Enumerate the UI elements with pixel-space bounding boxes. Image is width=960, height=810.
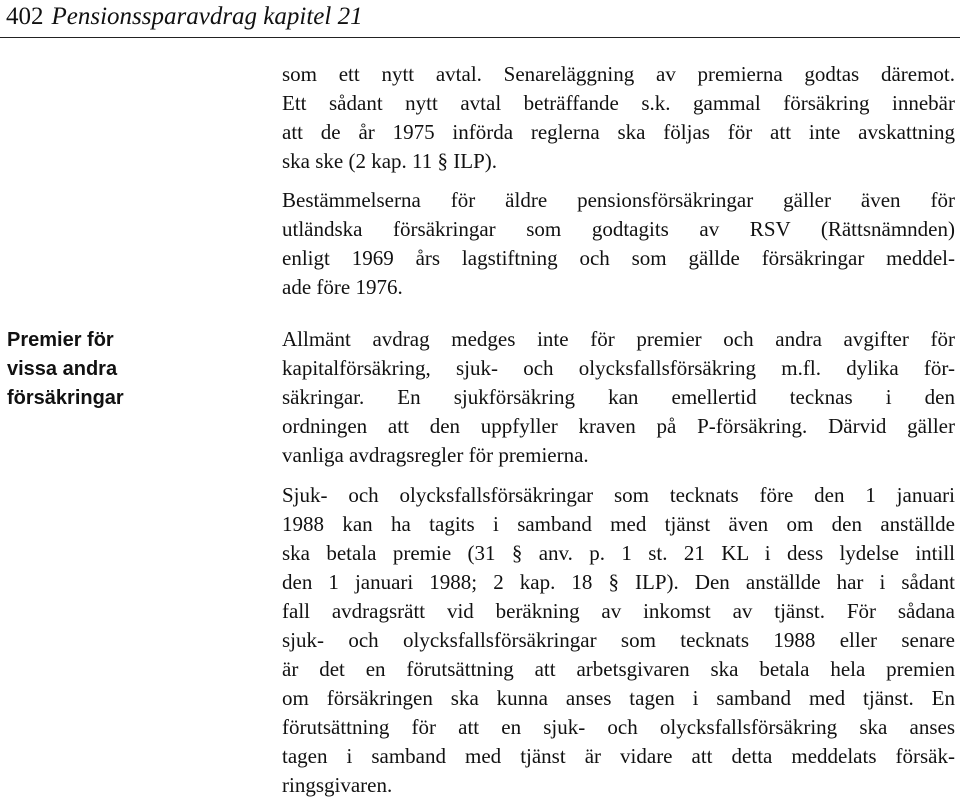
text-line: ska betala premie (31 § anv. p. 1 st. 21 KL i dess lydelse intill <box>282 541 955 565</box>
text-line: ringsgivaren. <box>282 773 393 797</box>
text-line: Sjuk- och olycksfallsförsäkringar som tecknats före den 1 januari <box>282 483 955 507</box>
text-line: enligt 1969 års lagstiftning och som gällde försäkringar meddel- <box>282 246 955 270</box>
text-line: kapitalförsäkring, sjuk- och olycksfallsförsäkring m.fl. dylika för- <box>282 356 955 380</box>
text-line: är det en förutsättning att arbetsgivaren ska betala hela premien <box>282 657 955 681</box>
text-line: om försäkringen ska kunna anses tagen i samband med tjänst. En <box>282 686 955 710</box>
margin-heading-line: försäkringar <box>7 387 124 409</box>
page-number: 402 <box>6 3 44 30</box>
text-line: ska ske (2 kap. 11 § ILP). <box>282 149 498 173</box>
paragraph <box>282 60 955 176</box>
text-line: utländska försäkringar som godtagits av RSV (Rättsnämnden) <box>282 217 955 241</box>
text-line: förutsättning för att en sjuk- och olycksfallsförsäkring ska anses <box>282 715 955 739</box>
paragraph <box>282 481 955 800</box>
text-line: ade före 1976. <box>282 275 403 299</box>
text-line: Allmänt avdrag medges inte för premier och andra avgifter för <box>282 327 955 351</box>
page-header <box>6 0 363 36</box>
text-line: Bestämmelserna för äldre pensionsförsäkringar gäller även för <box>282 188 955 212</box>
running-title: Pensionssparavdrag kapitel 21 <box>51 3 363 30</box>
text-line: den 1 januari 1988; 2 kap. 18 § ILP). Den anställde har i sådant <box>282 570 955 594</box>
paragraph <box>282 325 955 470</box>
text-line: 1988 kan ha tagits i samband med tjänst även om den anställde <box>282 512 955 536</box>
text-line: som ett nytt avtal. Senareläggning av premierna godtas däremot. <box>282 62 955 86</box>
text-line: ordningen att den uppfyller kraven på P-försäkring. Därvid gäller <box>282 414 955 438</box>
text-line: vanliga avdragsregler för premierna. <box>282 443 589 467</box>
paragraph <box>282 186 955 302</box>
header-rule <box>0 37 960 38</box>
margin-heading-line: Premier för <box>7 329 114 351</box>
margin-heading-line: vissa andra <box>7 358 118 380</box>
text-line: tagen i samband med tjänst är vidare att detta meddelats försäk- <box>282 744 955 768</box>
text-line: att de år 1975 införda reglerna ska följas för att inte avskattning <box>282 120 955 144</box>
margin-heading <box>7 326 167 413</box>
text-line: Ett sådant nytt avtal beträffande s.k. gammal försäkring innebär <box>282 91 955 115</box>
text-line: sjuk- och olycksfallsförsäkringar som tecknats 1988 eller senare <box>282 628 955 652</box>
text-line: säkringar. En sjukförsäkring kan emellertid tecknas i den <box>282 385 955 409</box>
text-line: fall avdragsrätt vid beräkning av inkomst av tjänst. För sådana <box>282 599 955 623</box>
